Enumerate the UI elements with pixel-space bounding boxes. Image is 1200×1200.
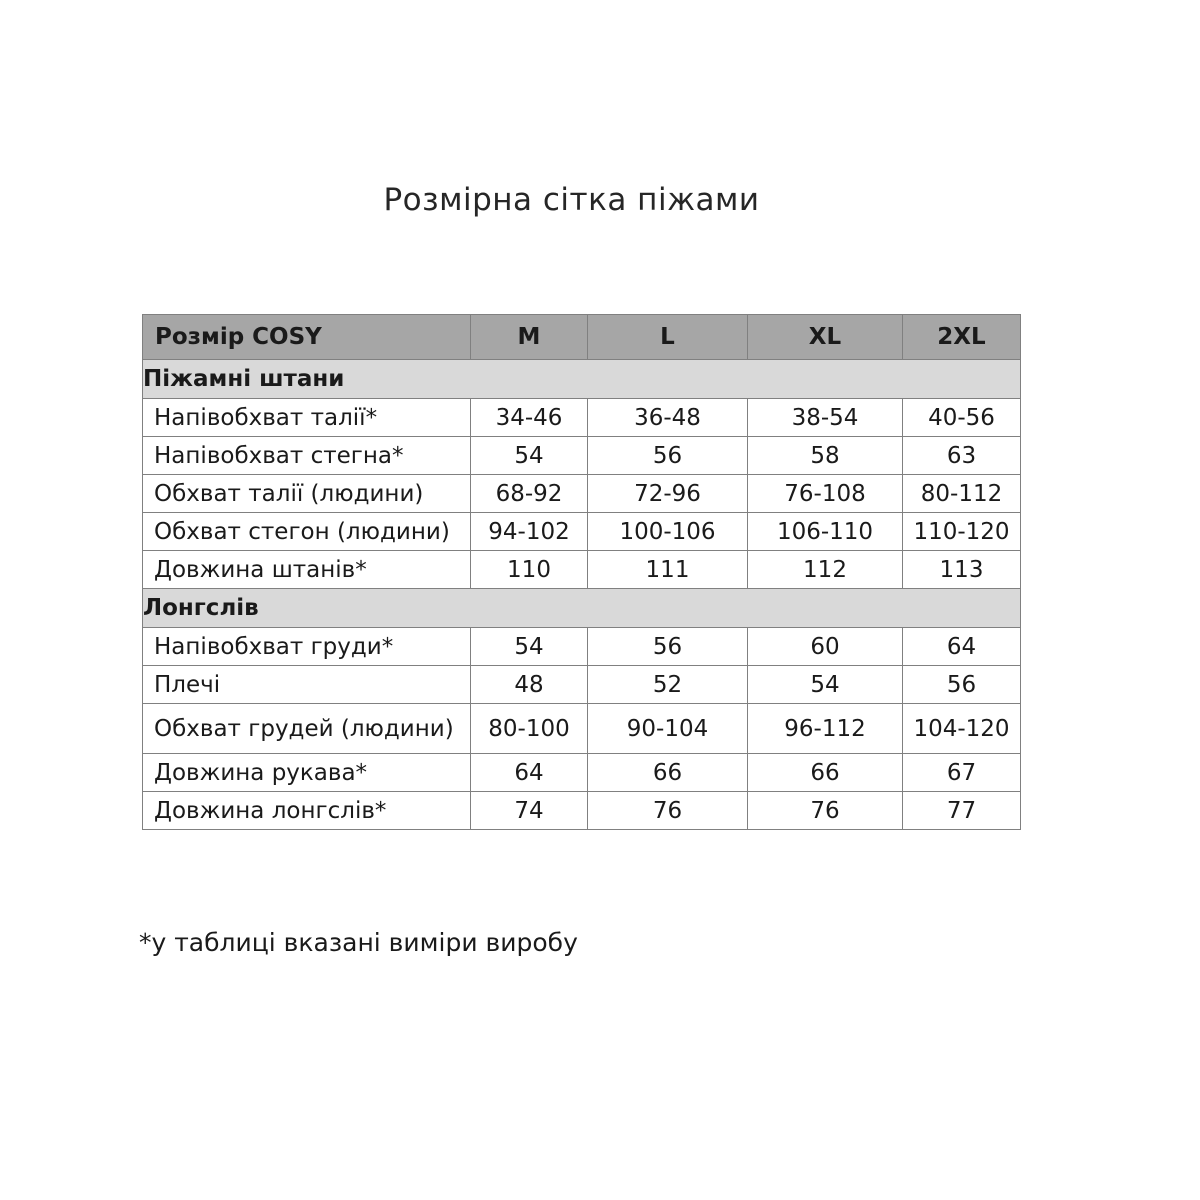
cell-l: 111 (588, 551, 748, 589)
page-title: Розмірна сітка піжами (383, 182, 760, 218)
header-size-label: Розмір COSY (143, 315, 471, 360)
cell-l: 66 (588, 754, 748, 792)
cell-2xl: 63 (903, 437, 1021, 475)
cell-m: 34-46 (471, 399, 588, 437)
row-label: Довжина лонгслів* (143, 792, 471, 830)
cell-2xl: 113 (903, 551, 1021, 589)
cell-m: 68-92 (471, 475, 588, 513)
cell-m: 54 (471, 628, 588, 666)
cell-l: 90-104 (588, 704, 748, 754)
cell-l: 52 (588, 666, 748, 704)
header-size-m: M (471, 315, 588, 360)
cell-2xl: 110-120 (903, 513, 1021, 551)
cell-m: 94-102 (471, 513, 588, 551)
row-label: Обхват стегон (людини) (143, 513, 471, 551)
cell-xl: 106-110 (748, 513, 903, 551)
table-row (143, 399, 1021, 437)
cell-m: 74 (471, 792, 588, 830)
cell-xl: 60 (748, 628, 903, 666)
table-row (143, 792, 1021, 830)
row-label: Обхват талії (людини) (143, 475, 471, 513)
table-row (143, 551, 1021, 589)
header-size-xl: XL (748, 315, 903, 360)
section-header-row (143, 589, 1021, 628)
cell-m: 80-100 (471, 704, 588, 754)
cell-xl: 96-112 (748, 704, 903, 754)
row-label: Плечі (143, 666, 471, 704)
section-header-row (143, 360, 1021, 399)
cell-l: 76 (588, 792, 748, 830)
size-table (142, 314, 1021, 830)
cell-2xl: 104-120 (903, 704, 1021, 754)
cell-m: 110 (471, 551, 588, 589)
cell-xl: 112 (748, 551, 903, 589)
row-label: Напівобхват стегна* (143, 437, 471, 475)
cell-xl: 38-54 (748, 399, 903, 437)
cell-l: 56 (588, 437, 748, 475)
section-title-pants: Піжамні штани (143, 360, 1021, 399)
cell-xl: 66 (748, 754, 903, 792)
cell-xl: 58 (748, 437, 903, 475)
cell-2xl: 40-56 (903, 399, 1021, 437)
table-row (143, 475, 1021, 513)
cell-2xl: 67 (903, 754, 1021, 792)
cell-m: 48 (471, 666, 588, 704)
table-row (143, 666, 1021, 704)
cell-xl: 54 (748, 666, 903, 704)
footnote: *у таблиці вказані виміри виробу (139, 928, 578, 957)
cell-l: 100-106 (588, 513, 748, 551)
row-label: Довжина штанів* (143, 551, 471, 589)
header-size-2xl: 2XL (903, 315, 1021, 360)
row-label: Напівобхват талії* (143, 399, 471, 437)
cell-2xl: 64 (903, 628, 1021, 666)
table-row (143, 754, 1021, 792)
table-row (143, 704, 1021, 754)
table-row (143, 628, 1021, 666)
cell-l: 56 (588, 628, 748, 666)
row-label: Довжина рукава* (143, 754, 471, 792)
cell-l: 36-48 (588, 399, 748, 437)
cell-m: 54 (471, 437, 588, 475)
row-label: Обхват грудей (людини) (143, 704, 471, 754)
cell-2xl: 80-112 (903, 475, 1021, 513)
table-row (143, 513, 1021, 551)
header-size-l: L (588, 315, 748, 360)
cell-2xl: 77 (903, 792, 1021, 830)
cell-xl: 76 (748, 792, 903, 830)
cell-xl: 76-108 (748, 475, 903, 513)
cell-2xl: 56 (903, 666, 1021, 704)
row-label: Напівобхват груди* (143, 628, 471, 666)
cell-m: 64 (471, 754, 588, 792)
cell-l: 72-96 (588, 475, 748, 513)
table-header-row (143, 315, 1021, 360)
section-title-longsleeve: Лонгслів (143, 589, 1021, 628)
table-row (143, 437, 1021, 475)
